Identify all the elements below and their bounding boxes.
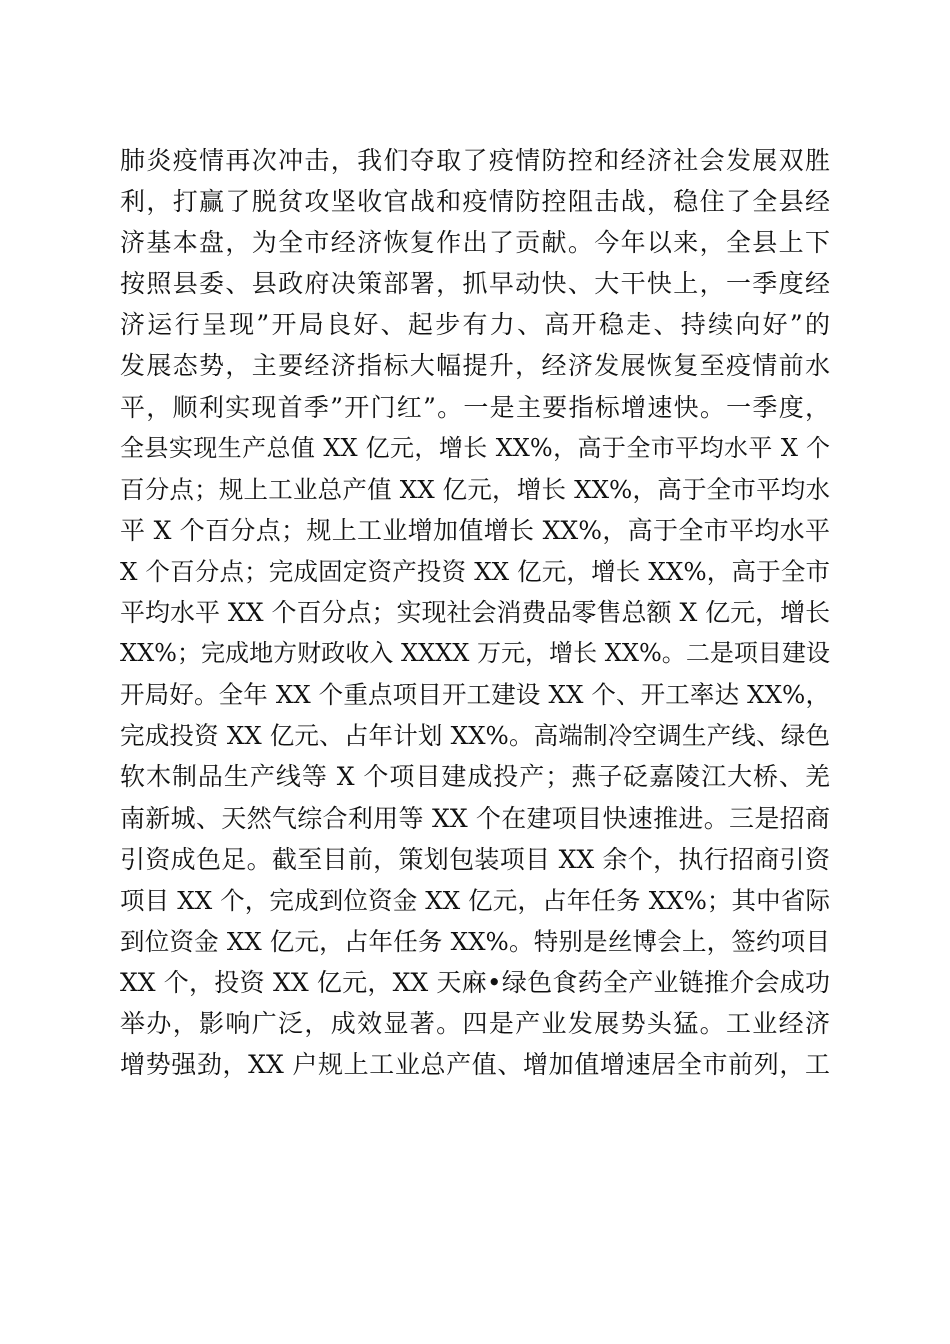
text-line-8: 全县实现生产总值 XX 亿元，增长 XX%，高于全市平均水平 X 个 [120,433,830,462]
text-line-5: 济运行呈现”开局良好、起步有力、高开稳走、持续向好”的 [120,310,830,340]
text-line-13: XX%；完成地方财政收入 XXXX 万元，增长 XX%。二是项目建设 [120,639,830,668]
text-line-17: 南新城、天然气综合利用等 XX 个在建项目快速推进。三是招商 [120,803,830,833]
text-line-20: 到位资金 XX 亿元，占年任务 XX%。特别是丝博会上，签约项目 [120,926,830,956]
text-line-21: XX 个，投资 XX 亿元，XX 天麻•绿色食药全产业链推介会成功 [120,967,830,997]
text-line-7: 平，顺利实现首季”开门红”。一是主要指标增速快。一季度， [120,392,830,422]
text-line-15: 完成投资 XX 亿元、占年计划 XX%。高端制冷空调生产线、绿色 [120,721,830,751]
text-line-6: 发展态势，主要经济指标大幅提升，经济发展恢复至疫情前水 [120,351,830,381]
text-line-10: 平 X 个百分点；规上工业增加值增长 XX%，高于全市平均水平 [120,515,830,545]
text-line-23: 增势强劲，XX 户规上工业总产值、增加值增速居全市前列，工 [120,1050,830,1080]
text-line-16: 软木制品生产线等 X 个项目建成投产；燕子砭嘉陵江大桥、羌 [120,762,830,792]
text-line-9: 百分点；规上工业总产值 XX 亿元，增长 XX%，高于全市平均水 [120,474,830,504]
text-line-2: 利，打赢了脱贫攻坚收官战和疫情防控阻击战，稳住了全县经 [120,187,830,217]
text-line-11: X 个百分点；完成固定资产投资 XX 亿元，增长 XX%，高于全市 [120,556,830,586]
text-line-1: 肺炎疫情再次冲击，我们夺取了疫情防控和经济社会发展双胜 [120,146,830,175]
text-line-22: 举办，影响广泛，成效显著。四是产业发展势头猛。工业经济 [120,1008,830,1038]
text-line-18: 引资成色足。截至目前，策划包装项目 XX 余个，执行招商引资 [120,844,830,874]
text-line-14: 开局好。全年 XX 个重点项目开工建设 XX 个、开工率达 XX%， [120,680,830,710]
text-line-3: 济基本盘，为全市经济恢复作出了贡献。今年以来，全县上下 [120,228,830,258]
body-text [120,140,830,1085]
text-line-19: 项目 XX 个，完成到位资金 XX 亿元，占年任务 XX%；其中省际 [120,885,830,915]
text-line-12: 平均水平 XX 个百分点；实现社会消费品零售总额 X 亿元，增长 [120,598,831,628]
text-line-4: 按照县委、县政府决策部署，抓早动快、大干快上，一季度经 [120,269,830,299]
